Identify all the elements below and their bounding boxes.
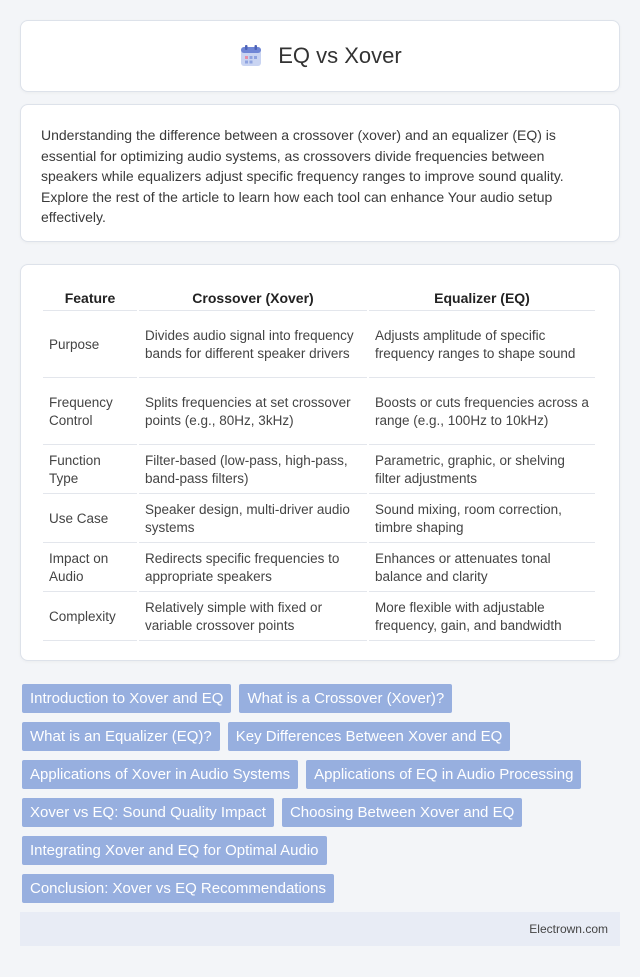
link-applications-xover[interactable]: Applications of Xover in Audio Systems — [22, 760, 298, 789]
table-row — [43, 545, 595, 592]
table-row — [43, 380, 595, 445]
intro-text: Understanding the difference between a crossover (xover) and an equalizer (EQ) is essential for optimizing audio systems, as crossovers divide frequencies between speakers while equalizers adjust specific frequency ranges to improve sound quality. Explore the rest of the article to learn how each tool can enhance Your audio setup effectively. — [41, 127, 564, 225]
table-cell-feature: Complexity — [43, 594, 137, 641]
calendar-icon — [238, 43, 264, 69]
table-row — [43, 447, 595, 494]
table-cell-equalizer: More flexible with adjustable frequency, gain, and bandwidth — [369, 594, 595, 641]
table-cell-crossover: Splits frequencies at set crossover points (e.g., 80Hz, 3kHz) — [139, 380, 367, 445]
link-sound-quality-impact[interactable]: Xover vs EQ: Sound Quality Impact — [22, 798, 274, 827]
comparison-table-card — [20, 264, 620, 661]
table-header-equalizer: Equalizer (EQ) — [369, 287, 595, 311]
table-cell-crossover: Divides audio signal into frequency bands for different speaker drivers — [139, 313, 367, 378]
topic-links — [22, 684, 622, 903]
table-row — [43, 594, 595, 641]
table-cell-equalizer: Enhances or attenuates tonal balance and clarity — [369, 545, 595, 592]
table-cell-feature: Function Type — [43, 447, 137, 494]
header-card — [20, 20, 620, 92]
table-cell-equalizer: Sound mixing, room correction, timbre shaping — [369, 496, 595, 543]
table-cell-equalizer: Adjusts amplitude of specific frequency ranges to shape sound — [369, 313, 595, 378]
table-row — [43, 496, 595, 543]
page-title: EQ vs Xover — [278, 43, 402, 68]
link-integrating[interactable]: Integrating Xover and EQ for Optimal Audio — [22, 836, 327, 865]
link-introduction[interactable]: Introduction to Xover and EQ — [22, 684, 231, 713]
table-cell-crossover: Speaker design, multi-driver audio systems — [139, 496, 367, 543]
link-what-is-crossover[interactable]: What is a Crossover (Xover)? — [239, 684, 452, 713]
footer — [20, 912, 620, 946]
link-applications-eq[interactable]: Applications of EQ in Audio Processing — [306, 760, 581, 789]
title-wrap — [238, 43, 401, 69]
table-header-feature: Feature — [43, 287, 137, 311]
table-cell-feature: Frequency Control — [43, 380, 137, 445]
table-cell-feature: Impact on Audio — [43, 545, 137, 592]
table-header-row — [43, 287, 595, 311]
footer-site-name: Electrown.com — [529, 922, 608, 936]
table-row — [43, 313, 595, 378]
table-cell-feature: Purpose — [43, 313, 137, 378]
intro-card — [20, 104, 620, 242]
table-cell-crossover: Relatively simple with fixed or variable crossover points — [139, 594, 367, 641]
link-conclusion[interactable]: Conclusion: Xover vs EQ Recommendations — [22, 874, 334, 903]
table-header-crossover: Crossover (Xover) — [139, 287, 367, 311]
table-cell-feature: Use Case — [43, 496, 137, 543]
table-cell-crossover: Filter-based (low-pass, high-pass, band-pass filters) — [139, 447, 367, 494]
link-choosing-between[interactable]: Choosing Between Xover and EQ — [282, 798, 522, 827]
link-what-is-equalizer[interactable]: What is an Equalizer (EQ)? — [22, 722, 220, 751]
link-key-differences[interactable]: Key Differences Between Xover and EQ — [228, 722, 511, 751]
table-cell-crossover: Redirects specific frequencies to appropriate speakers — [139, 545, 367, 592]
table-cell-equalizer: Parametric, graphic, or shelving filter adjustments — [369, 447, 595, 494]
comparison-table — [41, 285, 597, 643]
table-cell-equalizer: Boosts or cuts frequencies across a range (e.g., 100Hz to 10kHz) — [369, 380, 595, 445]
